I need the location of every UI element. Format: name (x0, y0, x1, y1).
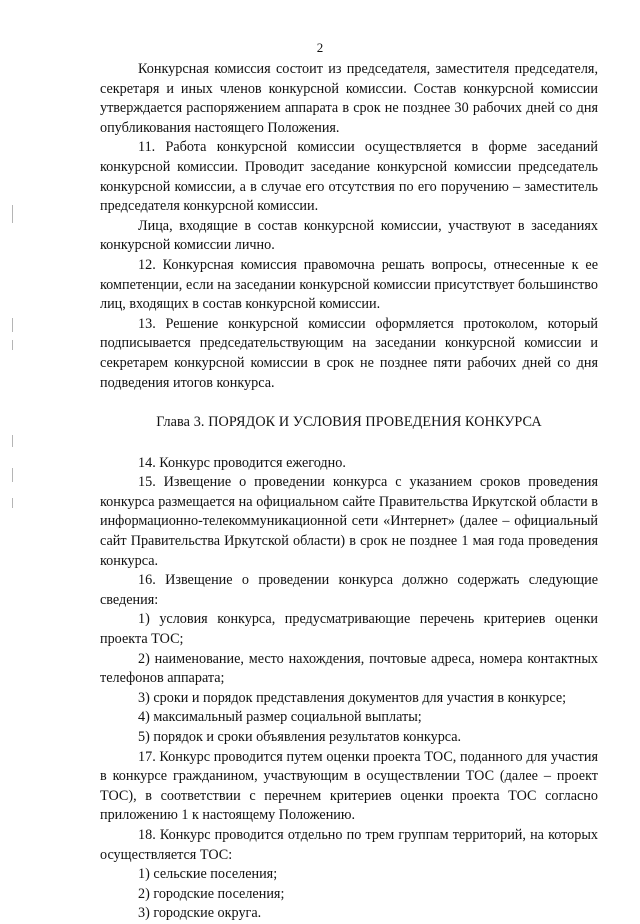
paragraph: 13. Решение конкурсной комиссии оформляется протоколом, который подписывается председательствующим на заседании конкурсной комиссии и секретарем конкурсной комиссии в срок не позднее пяти рабочих дней со дня подведения итогов конкурса. (100, 315, 598, 391)
list-item: 3) сроки и порядок представления документов для участия в конкурсе; (138, 689, 567, 706)
list-item: 1) условия конкурса, предусматривающие перечень критериев оценки проекта ТОС; (100, 611, 598, 648)
paragraph: 11. Работа конкурсной комиссии осуществляется в форме заседаний конкурсной комиссии. Проводит заседание конкурсной комиссии председатель конкурсной комиссии, а в случае его отсутствия по его поручению – заместитель председателя конкурсной комиссии. (100, 139, 598, 215)
list-item: 1) сельские поселения; (138, 866, 278, 883)
paragraph: 18. Конкурс проводится отдельно по трем группам территорий, на которых осуществляется ТОС: (100, 826, 598, 863)
list-item: 3) городские округа. (138, 905, 262, 922)
list-item: 2) наименование, место нахождения, почтовые адреса, номера контактных телефонов аппарата; (100, 650, 598, 687)
paragraph: 16. Извещение о проведении конкурса должно содержать следующие сведения: (100, 572, 598, 608)
paragraph: Лица, входящие в состав конкурсной комиссии, участвуют в заседаниях конкурсной комиссии лично. (100, 217, 598, 254)
paragraph: Конкурсная комиссия состоит из председателя, заместителя председателя, секретаря и иных членов конкурсной комиссии. Состав конкурсной комиссии утверждается распоряжением аппарата в срок не позднее 30 рабочих дней со дня опубликования настоящего Положения. (100, 61, 598, 136)
list-item: 4) максимальный размер социальной выплаты; (138, 709, 422, 726)
list-item: 5) порядок и сроки объявления результатов конкурса. (138, 729, 462, 745)
paragraph: 12. Конкурсная комиссия правомочна решать вопросы, отнесенные к ее компетенции, если на заседании конкурсной комиссии присутствует большинство лиц, входящих в состав конкурсной комиссии. (100, 256, 598, 313)
list-item: 2) городские поселения; (138, 885, 285, 902)
paragraph: 15. Извещение о проведении конкурса с указанием сроков проведения конкурса размещается на официальном сайте Правительства Иркутской области в информационно-телекоммуникационной сети «Интернет» (далее – официальный сайт Правительства Иркутской области) в срок не позднее 1 мая года проведения конкурса. (100, 474, 598, 569)
paragraph: 14. Конкурс проводится ежегодно. (138, 454, 346, 471)
chapter-heading: Глава 3. ПОРЯДОК И УСЛОВИЯ ПРОВЕДЕНИЯ КОНКУРСА (156, 414, 542, 431)
page-number: 2 (316, 40, 324, 55)
paragraph: 17. Конкурс проводится путем оценки проекта ТОС, поданного для участия в конкурсе гражданином, участвующим в осуществлении ТОС (далее – проект ТОС), в соответствии с перечнем критериев оценки проекта ТОС согласно приложению 1 к настоящему Положению. (100, 748, 598, 824)
document-body (100, 60, 598, 924)
